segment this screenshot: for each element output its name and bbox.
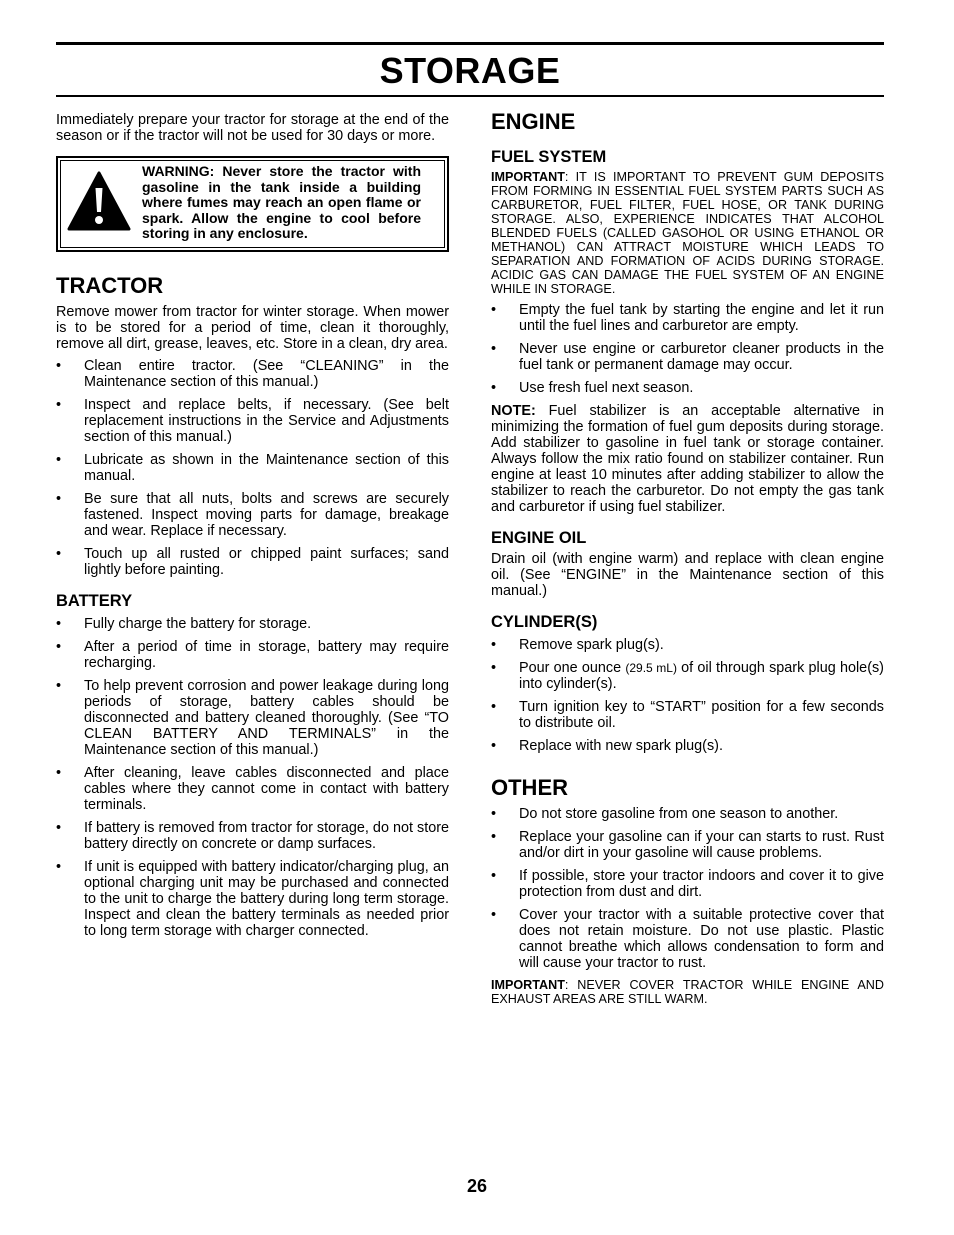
list-item: • Turn ignition key to “START” position for a few seconds to distribute oil. [491, 699, 884, 731]
list-item: • Clean entire tractor. (See “CLEANING” in the Maintenance section of this manual.) [56, 358, 449, 390]
tractor-heading: TRACTOR [56, 273, 164, 298]
page-number: 26 [466, 1176, 488, 1196]
list-item-text: of oil through spark plug hole(s) into cylinder(s). [519, 660, 884, 692]
list-item: • If possible, store your tractor indoors and cover it to give protection from dust and dirt. [491, 868, 884, 900]
fuel-system-heading: FUEL SYSTEM [491, 148, 607, 166]
list-item: • Inspect and replace belts, if necessary. (See belt replacement instructions in the Service and Adjustments section of this manual.) [56, 397, 449, 445]
battery-heading: BATTERY [56, 592, 133, 610]
note-label: NOTE: [491, 403, 536, 419]
list-item: • Empty the fuel tank by starting the engine and let it run until the fuel lines and carburetor are empty. [491, 302, 884, 334]
warning-exclamation-icon [66, 170, 132, 232]
title-underline [56, 95, 884, 97]
list-item: • If unit is equipped with battery indicator/charging plug, an optional charging unit may be purchased and connected to the unit to charge the battery during long term storage. Inspect and clean the battery terminals as needed prior to long term storage with charger connected. [56, 859, 449, 939]
engine-heading: ENGINE [491, 109, 576, 134]
list-item: • Remove spark plug(s). [491, 637, 884, 653]
engine-oil-heading: ENGINE OIL [491, 529, 587, 547]
other-list [491, 806, 884, 971]
list-item-text: Pour one ounce [519, 660, 626, 676]
storage-intro: Immediately prepare your tractor for storage at the end of the season or if the tractor will not be used for 30 days or more. [56, 112, 449, 144]
list-item: • To help prevent corrosion and power leakage during long periods of storage, battery cables should be disconnected and battery cleaned thoroughly. (See “TO CLEAN BATTERY AND TERMINALS” in the Maintenance section of this manual.) [56, 678, 449, 758]
list-item: • Lubricate as shown in the Maintenance section of this manual. [56, 452, 449, 484]
metric-conversion: (29.5 mL) [625, 661, 677, 675]
list-item: • Cover your tractor with a suitable protective cover that does not retain moisture. Do not use plastic. Plastic cannot breathe which allows condensation to form and will cause your tractor to rust. [491, 907, 884, 971]
list-item: • Replace with new spark plug(s). [491, 738, 884, 754]
list-item: • Never use engine or carburetor cleaner products in the fuel tank or permanent damage may occur. [491, 341, 884, 373]
fuel-stabilizer-note [491, 403, 884, 515]
list-item: • Fully charge the battery for storage. [56, 616, 449, 632]
right-column [491, 110, 884, 1006]
important-text: : NEVER COVER TRACTOR WHILE ENGINE AND EXHAUST AREAS ARE STILL WARM. [491, 978, 884, 1006]
tractor-intro: Remove mower from tractor for winter storage. When mower is to be stored for a period of time, clean it thoroughly, remove all dirt, grease, leaves, etc. Store in a clean, dry area. [56, 304, 449, 352]
battery-list [56, 616, 449, 939]
list-item: • If battery is removed from tractor for storage, do not store battery directly on concrete or damp surfaces. [56, 820, 449, 852]
list-item: • After a period of time in storage, battery may require recharging. [56, 639, 449, 671]
important-label: IMPORTANT [491, 170, 565, 184]
note-text: Fuel stabilizer is an acceptable alternative in minimizing the formation of fuel gum deposits during storage. Add stabilizer to gasoline in fuel tank or storage container. Always follow the mix ratio found on stabilizer container. Run engine at least 10 minutes after adding stabilizer to allow the stabilizer to reach the carburetor. Do not empty the gas tank and carburetor if using fuel stabilizer. [491, 403, 884, 515]
warning-text: WARNING: Never store the tractor with gasoline in the tank inside a building where fumes may reach an open flame or spark. Allow the engine to cool before storing in any enclosure. [142, 163, 421, 241]
important-text: : IT IS IMPORTANT TO PREVENT GUM DEPOSITS FROM FORMING IN ESSENTIAL FUEL SYSTEM PARTS SUCH AS CARBURETOR, FUEL FILTER, FUEL HOSE, OR TANK DURING STORAGE. ALSO, EXPERIENCE INDICATES THAT ALCOHOL BLENDED FUELS (CALLED GASOHOL OR USING ETHANOL OR METHANOL) CAN ATTRACT MOISTURE WHICH LEADS TO SEPARATION AND FORMATION OF ACIDS DURING STORAGE. ACIDIC GAS CAN DAMAGE THE FUEL SYSTEM OF AN ENGINE WHILE IN STORAGE. [491, 170, 884, 296]
list-item: • Replace your gasoline can if your can starts to rust. Rust and/or dirt in your gasoline will cause problems. [491, 829, 884, 861]
list-item: • Be sure that all nuts, bolts and screws are securely fastened. Inspect moving parts for damage, breakage and wear. Replace if necessary. [56, 491, 449, 539]
list-item [491, 660, 884, 692]
other-important-note [491, 978, 884, 1006]
fuel-system-list [491, 302, 884, 396]
left-column [56, 110, 449, 946]
top-rule [56, 42, 884, 45]
list-item: • Use fresh fuel next season. [491, 380, 884, 396]
engine-oil-text: Drain oil (with engine warm) and replace with clean engine oil. (See “ENGINE” in the Maintenance section of this manual.) [491, 551, 884, 599]
tractor-list [56, 358, 449, 578]
warning-box [56, 156, 449, 252]
list-item: • Do not store gasoline from one season to another. [491, 806, 884, 822]
fuel-important-note [491, 170, 884, 296]
list-item: • After cleaning, leave cables disconnected and place cables where they cannot come in contact with battery terminals. [56, 765, 449, 813]
cylinders-list [491, 637, 884, 754]
cylinders-heading: CYLINDER(S) [491, 613, 598, 631]
important-label: IMPORTANT [491, 978, 565, 992]
other-heading: OTHER [491, 775, 568, 800]
list-item: • Touch up all rusted or chipped paint surfaces; sand lightly before painting. [56, 546, 449, 578]
page-title: STORAGE [379, 50, 561, 91]
